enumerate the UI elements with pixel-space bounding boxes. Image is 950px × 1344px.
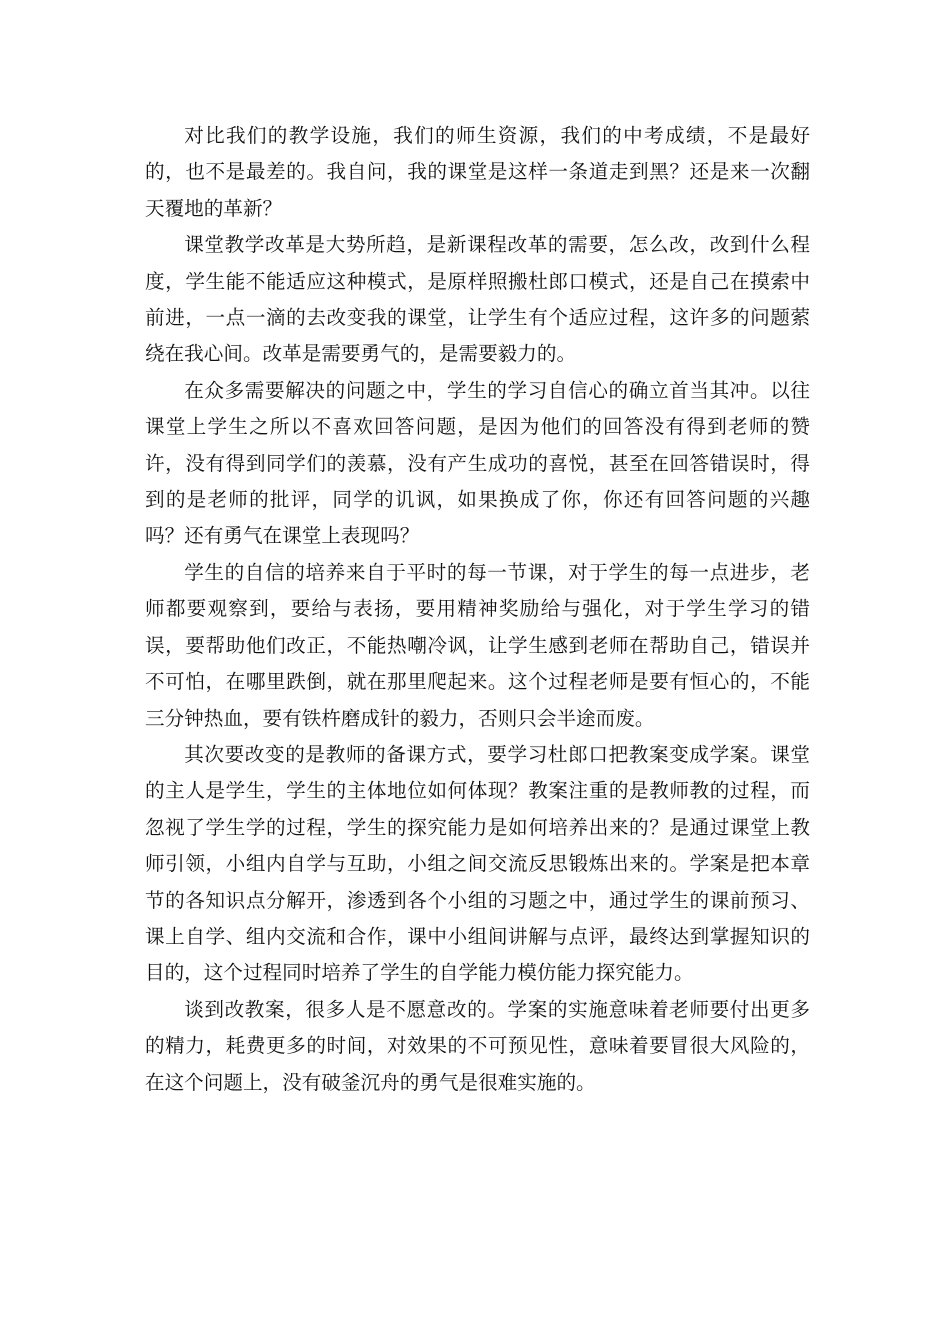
document-body [145, 118, 810, 1101]
paragraph-5: 其次要改变的是教师的备课方式，要学习杜郎口把教案变成学案。课堂的主人是学生，学生的主体地位如何体现？教案注重的是教师教的过程，而忽视了学生学的过程，学生的探究能力是如何培养出来的？是通过课堂上教师引领，小组内自学与互助，小组之间交流反思锻炼出来的。学案是把本章节的各知识点分解开，渗透到各个小组的习题之中，通过学生的课前预习、课上自学、组内交流和合作，课中小组间讲解与点评，最终达到掌握知识的目的，这个过程同时培养了学生的自学能力模仿能力探究能力。 [145, 742, 810, 985]
paragraph-6: 谈到改教案，很多人是不愿意改的。学案的实施意味着老师要付出更多的精力，耗费更多的时间，对效果的不可预见性，意味着要冒很大风险的，在这个问题上，没有破釜沉舟的勇气是很难实施的。 [145, 997, 810, 1094]
paragraph-4: 学生的自信的培养来自于平时的每一节课，对于学生的每一点进步，老师都要观察到，要给与表扬，要用精神奖励给与强化，对于学生学习的错误，要帮助他们改正，不能热嘲冷讽，让学生感到老师在帮助自己，错误并不可怕，在哪里跌倒，就在那里爬起来。这个过程老师是要有恒心的，不能三分钟热血，要有铁杵磨成针的毅力，否则只会半途而废。 [145, 560, 810, 730]
paragraph-1: 对比我们的教学设施，我们的师生资源，我们的中考成绩，不是最好的，也不是最差的。我自问，我的课堂是这样一条道走到黑？还是来一次翻天覆地的革新？ [145, 124, 810, 220]
paragraph-3: 在众多需要解决的问题之中，学生的学习自信心的确立首当其冲。以往课堂上学生之所以不喜欢回答问题，是因为他们的回答没有得到老师的赞许，没有得到同学们的羡慕，没有产生成功的喜悦，甚至在回答错误时，得到的是老师的批评，同学的讥讽，如果换成了你，你还有回答问题的兴趣吗？还有勇气在课堂上表现吗？ [145, 378, 810, 548]
paragraph-2: 课堂教学改革是大势所趋，是新课程改革的需要，怎么改，改到什么程度，学生能不能适应这种模式，是原样照搬杜郎口模式，还是自己在摸索中前进，一点一滴的去改变我的课堂，让学生有个适应过程，这许多的问题萦绕在我心间。改革是需要勇气的，是需要毅力的。 [145, 233, 810, 366]
